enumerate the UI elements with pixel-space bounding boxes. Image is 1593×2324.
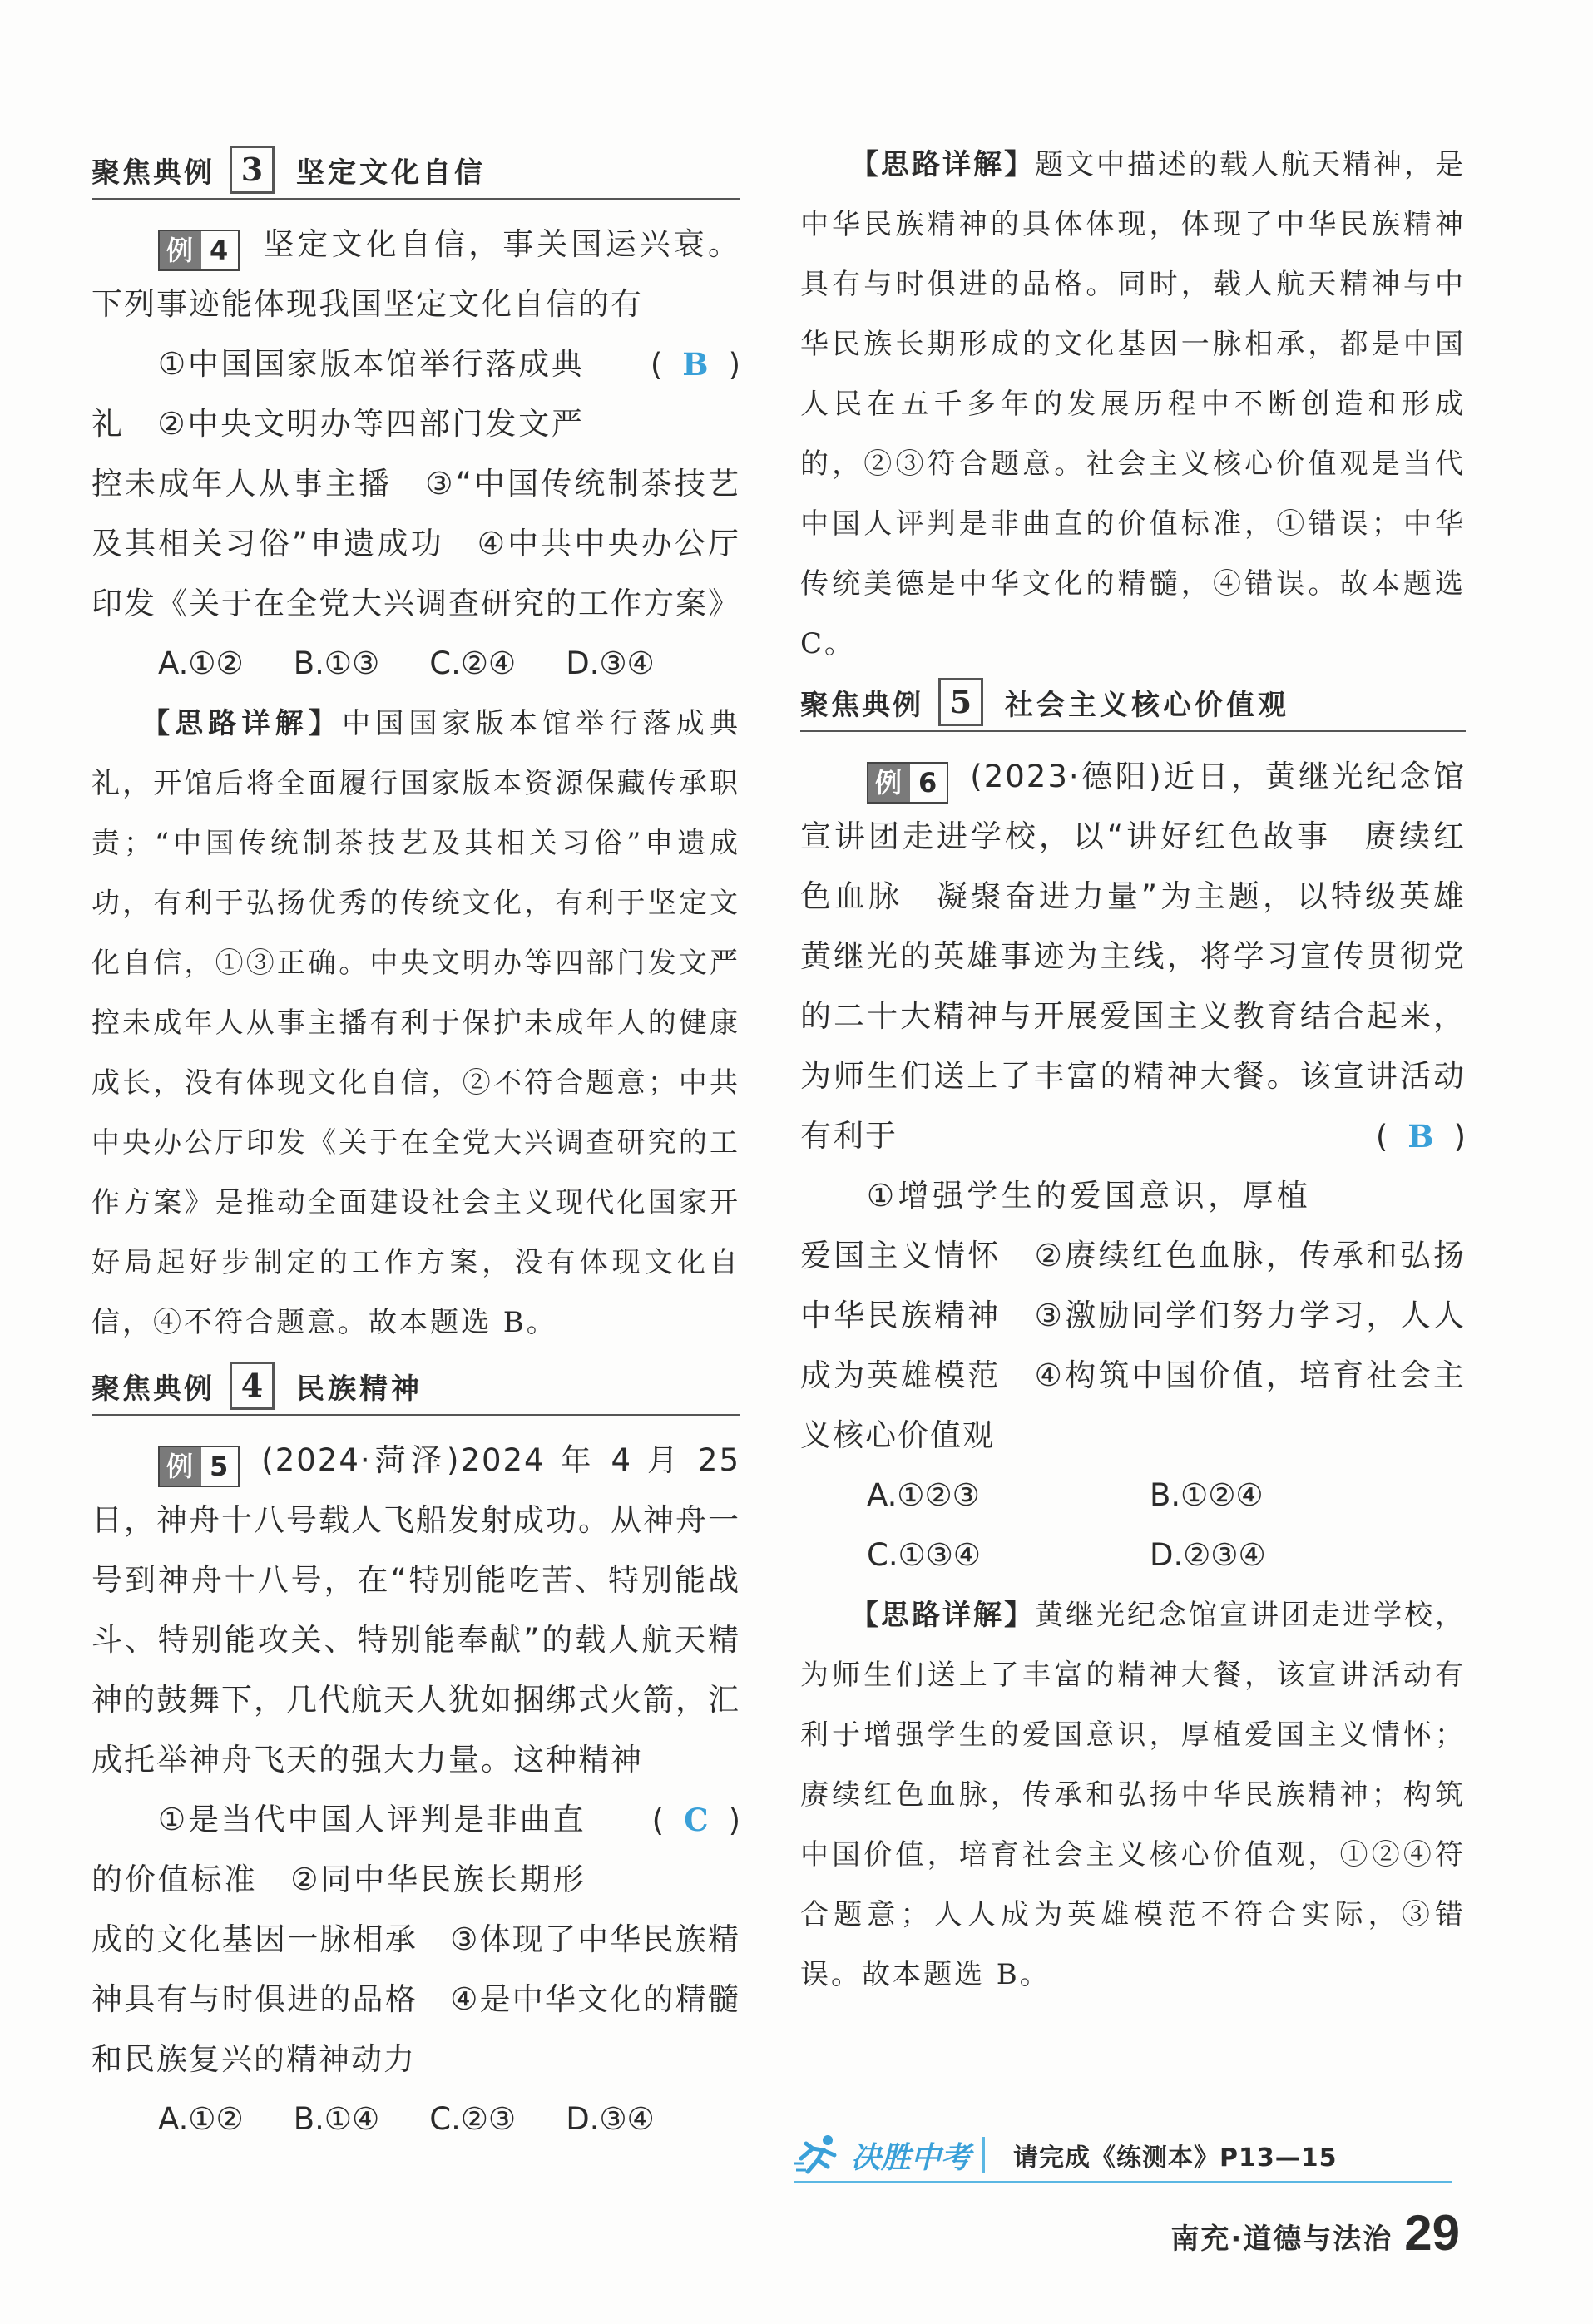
analysis-label: 【思路详解】: [141, 707, 343, 740]
choice-b: B.①④: [293, 2101, 380, 2137]
brand-text: 决胜中考: [851, 2140, 972, 2175]
choice-b: B.①②④: [1150, 1477, 1264, 1513]
example-5-analysis: 【思路详解】题文中描述的载人航天精神，是中华民族精神的具体体现，体现了中华民族精神具有与时俱进的品格。同时，载人航天精神与中华民族长期形成的文化基因一脉相承，都是中国人民在五千多年的发展历程中不断创造和形成的，②③符合题意。社会主义核心价值观是当代中国人评判是非曲直的价值标准，①错误；中华传统美德是中华文化的精髓，④错误。故本题选 C。: [800, 148, 1466, 660]
choice-d: D.③④: [566, 2101, 655, 2137]
example-6-stem: 例 6 (2023·德阳)近日，黄继光纪念馆宣讲团走进学校，以“讲好红色故事 赓续红色血脉 凝聚奋进力量”为主题，以特级英雄黄继光的英雄事迹为主线，将学习宣传贯彻党的二十大精神与开展爱国主义教育结合起来，为师生们送上了丰富的精神大餐。该宣讲活动有利于 ( B ): [800, 747, 1466, 1166]
choice-a: A.①②③: [867, 1477, 980, 1513]
runner-icon: [794, 2134, 844, 2177]
section-title: 民族精神: [296, 1372, 423, 1406]
right-column: [800, 135, 1466, 2005]
example-badge: 例 5: [158, 1446, 240, 1487]
section-number: 5: [938, 678, 983, 726]
example-4-stem: 例 4 坚定文化自信，事关国运兴衰。下列事迹能体现我国坚定文化自信的有 ( B ): [92, 215, 740, 334]
choice-c: C.②③: [429, 2101, 517, 2137]
page-info: [1170, 2204, 1460, 2262]
region-subject: 南充·道德与法治: [1170, 2223, 1393, 2256]
example-5-stem: 例 5 (2024·菏泽)2024 年 4 月 25 日，神舟十八号载人飞船发射成功。从神舟一号到神舟十八号，在“特别能吃苦、特别能战斗、特别能攻关、特别能奉献”的载人航天精神的鼓舞下，几代航天人犹如捆绑式火箭，汇成托举神舟飞天的强大力量。这种精神 ( C ): [92, 1431, 740, 1790]
answer-letter: B: [682, 346, 709, 383]
analysis-label: 【思路详解】: [850, 1599, 1035, 1632]
answer-bracket: ( B ): [650, 346, 740, 383]
section-number: 3: [230, 146, 275, 194]
answer-letter: C: [684, 1802, 709, 1838]
choice-c: C.①③④: [867, 1537, 982, 1573]
choice-d: D.②③④: [1150, 1537, 1266, 1573]
choice-d: D.③④: [566, 645, 655, 681]
answer-bracket: ( B ): [1375, 1118, 1466, 1155]
example-6-choices: [800, 1466, 1466, 1585]
example-5-choices: [92, 2089, 740, 2149]
section-header-5: [800, 674, 1466, 732]
choice-c: C.②④: [429, 645, 517, 681]
section-label: 聚焦典例: [92, 156, 215, 190]
section-title: 社会主义核心价值观: [1005, 688, 1289, 722]
choice-a: A.①②: [158, 645, 244, 681]
section-title: 坚定文化自信: [296, 156, 486, 190]
example-badge: 例 4: [158, 230, 240, 271]
example-4-analysis: 【思路详解】中国国家版本馆举行落成典礼，开馆后将全面履行国家版本资源保藏传承职责；“中国传统制茶技艺及其相关习俗”申遗成功，有利于弘扬优秀的传统文化，有利于坚定文化自信，①③正确。中央文明办等四部门发文严控未成年人从事主播有利于保护未成年人的健康成长，没有体现文化自信，②不符合题意；中共中央办公厅印发《关于在全党大兴调查研究的工作方案》是推动全面建设社会主义现代化国家开好局起好步制定的工作方案，没有体现文化自信，④不符合题意。故本题选 B。: [92, 707, 741, 1339]
page-number: 29: [1404, 2205, 1460, 2261]
workbook-reference: 请完成《练测本》P13—15: [1013, 2144, 1338, 2173]
section-header-3: [92, 141, 740, 200]
choice-a: A.①②: [158, 2101, 244, 2137]
left-column: [92, 141, 740, 2149]
example-4-choices: [92, 634, 740, 694]
section-label: 聚焦典例: [800, 688, 923, 722]
footer-banner: [794, 2129, 1452, 2183]
section-header-4: [92, 1357, 740, 1416]
example-badge: 例 6: [867, 762, 948, 804]
example-6-options: ①增强学生的爱国意识，厚植爱国主义情怀 ②赓续红色血脉，传承和弘扬中华民族精神 ③激励同学们努力学习，人人成为英雄模范 ④构筑中国价值，培育社会主义核心价值观: [800, 1178, 1466, 1453]
example-4-options: ①中国国家版本馆举行落成典礼 ②中央文明办等四部门发文严控未成年人从事主播 ③“中国传统制茶技艺及其相关习俗”申遗成功 ④中共中央办公厅印发《关于在全党大兴调查研究的工作方案》: [92, 346, 740, 621]
example-6-analysis: 【思路详解】黄继光纪念馆宣讲团走进学校，为师生们送上了丰富的精神大餐，该宣讲活动有利于增强学生的爱国意识，厚植爱国主义情怀；赓续红色血脉，传承和弘扬中华民族精神；构筑中国价值，培育社会主义核心价值观，①②④符合题意；人人成为英雄模范不符合实际，③错误。故本题选 B。: [800, 1599, 1466, 1991]
footer-divider: [982, 2137, 985, 2173]
answer-bracket: ( C ): [651, 1802, 740, 1838]
section-number: 4: [230, 1362, 275, 1410]
brand-logo: [794, 2134, 971, 2177]
example-5-options: ①是当代中国人评判是非曲直的价值标准 ②同中华民族长期形成的文化基因一脉相承 ③体现了中华民族精神具有与时俱进的品格 ④是中华文化的精髓和民族复兴的精神动力: [92, 1802, 740, 2077]
section-label: 聚焦典例: [92, 1372, 215, 1406]
analysis-label: 【思路详解】: [850, 148, 1035, 181]
choice-b: B.①③: [293, 645, 380, 681]
answer-letter: B: [1407, 1118, 1434, 1155]
